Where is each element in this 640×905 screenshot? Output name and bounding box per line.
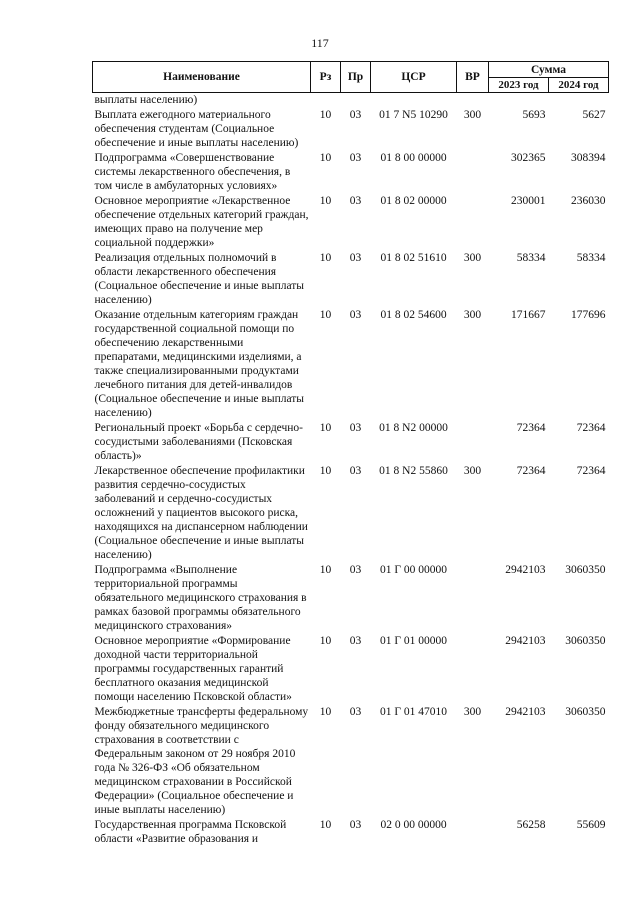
cell-name: Основное мероприятие «Лекарственное обеспечение отдельных категорий граждан, имеющих право на получение мер социальной поддержки» — [94, 195, 309, 249]
cell-vr: 300 — [463, 252, 482, 264]
table-row — [93, 704, 609, 817]
cell-pr: 03 — [349, 109, 362, 121]
cell-s1: 5693 — [522, 109, 546, 121]
table-row — [93, 307, 609, 420]
cell-s2: 72364 — [576, 422, 606, 434]
cell-s1: 2942103 — [505, 706, 546, 718]
continuation-row — [93, 93, 609, 108]
page-number: 117 — [311, 36, 329, 50]
cell-rz: 10 — [319, 252, 332, 264]
cell-s1: 171667 — [511, 309, 546, 321]
cell-rz: 10 — [319, 309, 332, 321]
header-csr: ЦСР — [371, 62, 457, 93]
cell-s2: 308394 — [571, 152, 606, 164]
cell-s2: 3060350 — [565, 635, 606, 647]
cell-s1: 56258 — [516, 819, 546, 831]
cell-name: Лекарственное обеспечение профилактики развития сердечно-сосудистых заболеваний и сердечно-сосудистых осложнений у пациентов высокого риска, находящихся на диспансерном наблюдении (Социальное обеспечение и иные выплаты населению) — [94, 465, 308, 561]
header-vr: ВР — [457, 62, 489, 93]
cell-name: Межбюджетные трансферты федеральному фонду обязательного медицинского страхования в соответствии с Федеральным законом от 29 ноября 2010 года № 326-ФЗ «Об обязательном медицинском страховании в Российской Федерации» (Социальное обеспечение и иные выплаты населению) — [94, 706, 309, 816]
header-year-2023: 2023 год — [489, 78, 549, 93]
cell-pr: 03 — [349, 195, 362, 207]
cell-vr — [457, 193, 489, 250]
cell-rz: 10 — [319, 195, 332, 207]
cell-csr: 01 8 00 00000 — [380, 152, 447, 164]
table-row — [93, 817, 609, 846]
cell-s2: 3060350 — [565, 706, 606, 718]
cell-name: Региональный проект «Борьба с сердечно-сосудистыми заболеваниями (Псковская область)» — [94, 422, 303, 462]
cell-csr: 02 0 00 00000 — [380, 819, 447, 831]
cell-pr: 03 — [349, 706, 362, 718]
cell-name: Основное мероприятие «Формирование доходной части территориальной программы государственных гарантий бесплатного оказания медицинской помощи населению Псковской области» — [94, 635, 292, 703]
budget-table — [92, 61, 609, 846]
table-row — [93, 562, 609, 633]
table-row — [93, 150, 609, 193]
header-pr: Пр — [341, 62, 371, 93]
cell-s1: 2942103 — [505, 564, 546, 576]
cell-csr: 01 7 N5 10290 — [379, 109, 448, 121]
cell-s2: 5627 — [582, 109, 606, 121]
cell-name: Подпрограмма «Совершенствование системы лекарственного обеспечения, в том числе в амбулаторных условиях» — [94, 152, 291, 192]
cell-name: Государственная программа Псковской области «Развитие образования и — [94, 819, 287, 845]
cell-pr: 03 — [349, 152, 362, 164]
cell-rz: 10 — [319, 152, 332, 164]
cell-s2: 177696 — [571, 309, 606, 321]
cell-csr: 01 Г 01 00000 — [379, 635, 448, 647]
cell-rz: 10 — [319, 635, 332, 647]
cell-csr: 01 Г 00 00000 — [379, 564, 448, 576]
cell-vr: 300 — [463, 706, 482, 718]
cell-pr: 03 — [349, 635, 362, 647]
header-year-2024: 2024 год — [549, 78, 609, 93]
cell-s2: 72364 — [576, 465, 606, 477]
cell-s2: 3060350 — [565, 564, 606, 576]
cell-csr: 01 Г 01 47010 — [379, 706, 448, 718]
table-row — [93, 193, 609, 250]
cell-rz: 10 — [319, 819, 332, 831]
cell-vr — [457, 420, 489, 463]
cell-rz: 10 — [319, 706, 332, 718]
cell-s1: 72364 — [516, 422, 546, 434]
table-row — [93, 633, 609, 704]
header-sum: Сумма — [489, 62, 609, 78]
cell-csr: 01 8 02 54600 — [380, 309, 447, 321]
cell-vr — [457, 633, 489, 704]
cell-csr: 01 8 N2 00000 — [379, 422, 448, 434]
cell-vr — [457, 150, 489, 193]
cell-s1: 2942103 — [505, 635, 546, 647]
cell-csr: 01 8 02 51610 — [380, 252, 447, 264]
cell-pr: 03 — [349, 309, 362, 321]
cell-csr: 01 8 N2 55860 — [379, 465, 448, 477]
header-name: Наименование — [93, 62, 311, 93]
cell-s1: 302365 — [511, 152, 546, 164]
cell-vr — [457, 562, 489, 633]
cell-s1: 230001 — [511, 195, 546, 207]
cell-s1: 72364 — [516, 465, 546, 477]
table-row — [93, 420, 609, 463]
cell-name: Оказание отдельным категориям граждан государственной социальной помощи по обеспечению лекарственными препаратами, медицинскими изделиями, а также специализированными продуктами лечебного питания для детей-инвалидов (Социальное обеспечение и иные выплаты населению) — [94, 309, 305, 419]
cell-pr: 03 — [349, 819, 362, 831]
table-row — [93, 107, 609, 150]
cell-vr: 300 — [463, 465, 482, 477]
cell-vr — [457, 817, 489, 846]
cell-pr: 03 — [349, 252, 362, 264]
header-rz: Рз — [311, 62, 341, 93]
cell-s1: 58334 — [516, 252, 546, 264]
table-row — [93, 250, 609, 307]
cell-name: Подпрограмма «Выполнение территориальной программы обязательного медицинского страхования в рамках базовой программы обязательного медицинского страхования» — [94, 564, 307, 632]
continuation-text: выплаты населению) — [94, 94, 198, 106]
cell-s2: 55609 — [576, 819, 606, 831]
cell-vr: 300 — [463, 309, 482, 321]
cell-s2: 58334 — [576, 252, 606, 264]
table-row — [93, 463, 609, 562]
cell-name: Выплата ежегодного материального обеспечения студентам (Социальное обеспечение и иные выплаты населению) — [94, 109, 299, 149]
cell-name: Реализация отдельных полномочий в области лекарственного обеспечения (Социальное обеспечение и иные выплаты населению) — [94, 252, 305, 306]
cell-rz: 10 — [319, 109, 332, 121]
cell-rz: 10 — [319, 465, 332, 477]
cell-vr: 300 — [463, 109, 482, 121]
cell-rz: 10 — [319, 422, 332, 434]
cell-csr: 01 8 02 00000 — [380, 195, 447, 207]
cell-rz: 10 — [319, 564, 332, 576]
cell-pr: 03 — [349, 564, 362, 576]
cell-s2: 236030 — [571, 195, 606, 207]
cell-pr: 03 — [349, 422, 362, 434]
cell-pr: 03 — [349, 465, 362, 477]
